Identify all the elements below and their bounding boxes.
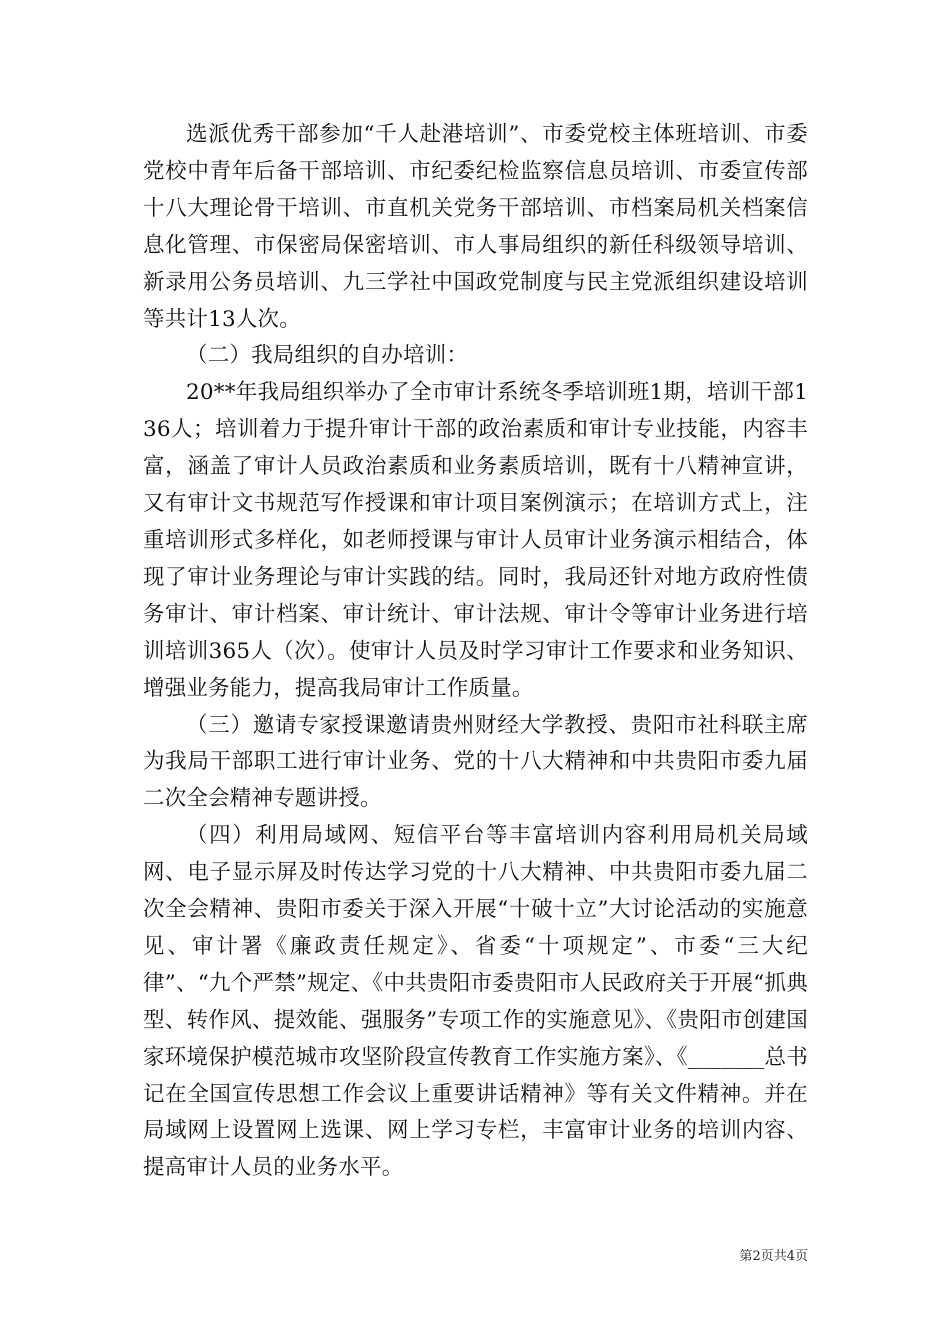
paragraph-intranet-training: （四）利用局域网、短信平台等丰富培训内容利用局机关局域网、电子显示屏及时传达学习党的十八大精神、中共贵阳市委九届二次全会精神、贵阳市委关于深入开展“十破十立”大讨论活动的实施意见、审计署《廉政责任规定》、省委“十项规定”、市委“三大纪律”、“九个严禁”规定、《中共贵阳市委贵阳市人民政府关于开展“抓典型、转作风、提效能、强服务”专项工作的实施意见》、《贵阳市创建国家环境保护模范城市攻坚阶段宣传教育工作实施方案》、《_______总书记在全国宣传思想工作会议上重要讲话精神》等有关文件精神。并在局域网上设置网上选课、网上学习专栏，丰富审计业务的培训内容、提高审计人员的业务水平。 — [143, 823, 808, 1181]
page-number: 第2页共4页 — [739, 1249, 808, 1264]
paragraph-self-training: 20**年我局组织举办了全市审计系统冬季培训班1期，培训干部136人；培训着力于提升审计干部的政治素质和审计专业技能，内容丰富，涵盖了审计人员政治素质和业务素质培训，既有十八精神宣讲，又有审计文书规范写作授课和审计项目案例演示；在培训方式上，注重培训形式多样化，如老师授课与审计人员审计业务演示相结合，体现了审计业务理论与审计实践的结。同时，我局还针对地方政府性债务审计、审计档案、审计统计、审计法规、审计令等审计业务进行培训培训365人（次）。使审计人员及时学习审计工作要求和业务知识、增强业务能力，提高我局审计工作质量。 — [143, 380, 808, 701]
paragraph-training-participation: 选派优秀干部参加“千人赴港培训”、市委党校主体班培训、市委党校中青年后备干部培训、市纪委纪检监察信息员培训、市委宣传部十八大理论骨干培训、市直机关党务干部培训、市档案局机关档案信息化管理、市保密局保密培训、市人事局组织的新任科级领导培训、新录用公务员培训、九三学社中国政党制度与民主党派组织建设培训等共计13人次。 — [143, 122, 808, 332]
document-body — [143, 117, 808, 1187]
section-heading-self-training: （二）我局组织的自办培训： — [186, 343, 469, 369]
paragraph-expert-lectures: （三）邀请专家授课邀请贵州财经大学教授、贵阳市社科联主席为我局干部职工进行审计业务、党的十八大精神和中共贵阳市委九届二次全会精神专题讲授。 — [143, 712, 808, 812]
